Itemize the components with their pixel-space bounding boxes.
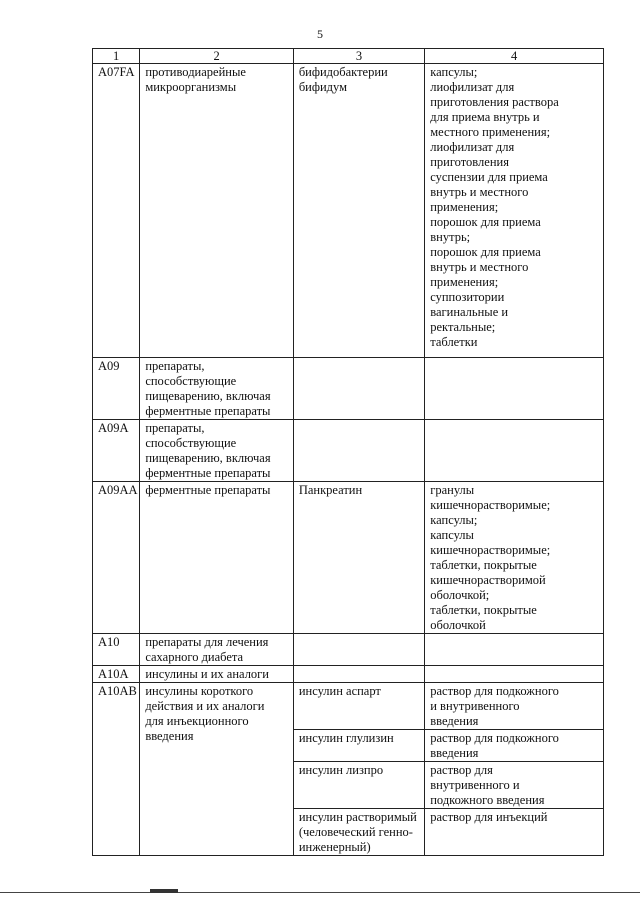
atc-code-cell: A09AA xyxy=(93,482,140,634)
table-row xyxy=(93,683,604,730)
drug-name-cell xyxy=(293,666,424,683)
drug-name-cell: Панкреатин xyxy=(293,482,424,634)
atc-code-cell: A07FA xyxy=(93,64,140,358)
dosage-form-cell: гранулы кишечнорастворимые; капсулы; капсулы кишечнорастворимые; таблетки, покрытые кишечнорастворимой оболочкой; таблетки, покрытые оболочкой xyxy=(425,482,604,634)
table-row xyxy=(93,420,604,482)
group-cell: ферментные препараты xyxy=(140,482,294,634)
table-row xyxy=(93,634,604,666)
header-row xyxy=(93,49,604,64)
dosage-form-cell xyxy=(425,420,604,482)
group-cell: инсулины и их аналоги xyxy=(140,666,294,683)
drug-name-cell: инсулин аспарт xyxy=(293,683,424,730)
drug-name-cell: бифидобактерии бифидум xyxy=(293,64,424,358)
medication-table xyxy=(92,48,604,856)
table-row xyxy=(93,666,604,683)
dosage-form-cell xyxy=(425,666,604,683)
column-header: 3 xyxy=(293,49,424,64)
column-header: 2 xyxy=(140,49,294,64)
column-header: 4 xyxy=(425,49,604,64)
table-row xyxy=(93,482,604,634)
dosage-form-cell xyxy=(425,634,604,666)
scan-edge-mark xyxy=(150,889,178,893)
group-cell: противодиарейные микроорганизмы xyxy=(140,64,294,358)
drug-name-cell: инсулин растворимый (человеческий генно- инженерный) xyxy=(293,809,424,856)
dosage-form-cell: раствор для инъекций xyxy=(425,809,604,856)
drug-name-cell: инсулин лизпро xyxy=(293,762,424,809)
table-row xyxy=(93,358,604,420)
table-row xyxy=(93,64,604,358)
drug-name-cell xyxy=(293,634,424,666)
atc-code-cell: A09A xyxy=(93,420,140,482)
group-cell: препараты для лечения сахарного диабета xyxy=(140,634,294,666)
column-header: 1 xyxy=(93,49,140,64)
page-bottom-divider xyxy=(0,892,640,893)
group-cell: препараты, способствующие пищеварению, включая ферментные препараты xyxy=(140,358,294,420)
atc-code-cell: A10 xyxy=(93,634,140,666)
dosage-form-cell: раствор для подкожного и внутривенного введения xyxy=(425,683,604,730)
atc-code-cell: A10A xyxy=(93,666,140,683)
atc-code-cell: A10AB xyxy=(93,683,140,856)
dosage-form-cell xyxy=(425,358,604,420)
dosage-form-cell: раствор для подкожного введения xyxy=(425,730,604,762)
drug-name-cell xyxy=(293,420,424,482)
page-number: 5 xyxy=(317,27,323,41)
dosage-form-cell: раствор для внутривенного и подкожного введения xyxy=(425,762,604,809)
dosage-form-cell: капсулы; лиофилизат для приготовления раствора для приема внутрь и местного применения; лиофилизат для приготовления суспензии для приема внутрь и местного применения; порошок для приема внутрь; порошок для приема внутрь и местного применения; суппозитории вагинальные и ректальные; таблетки xyxy=(425,64,604,358)
group-cell: инсулины короткого действия и их аналоги для инъекционного введения xyxy=(140,683,294,856)
atc-code-cell: A09 xyxy=(93,358,140,420)
drug-name-cell: инсулин глулизин xyxy=(293,730,424,762)
drug-name-cell xyxy=(293,358,424,420)
group-cell: препараты, способствующие пищеварению, включая ферментные препараты xyxy=(140,420,294,482)
